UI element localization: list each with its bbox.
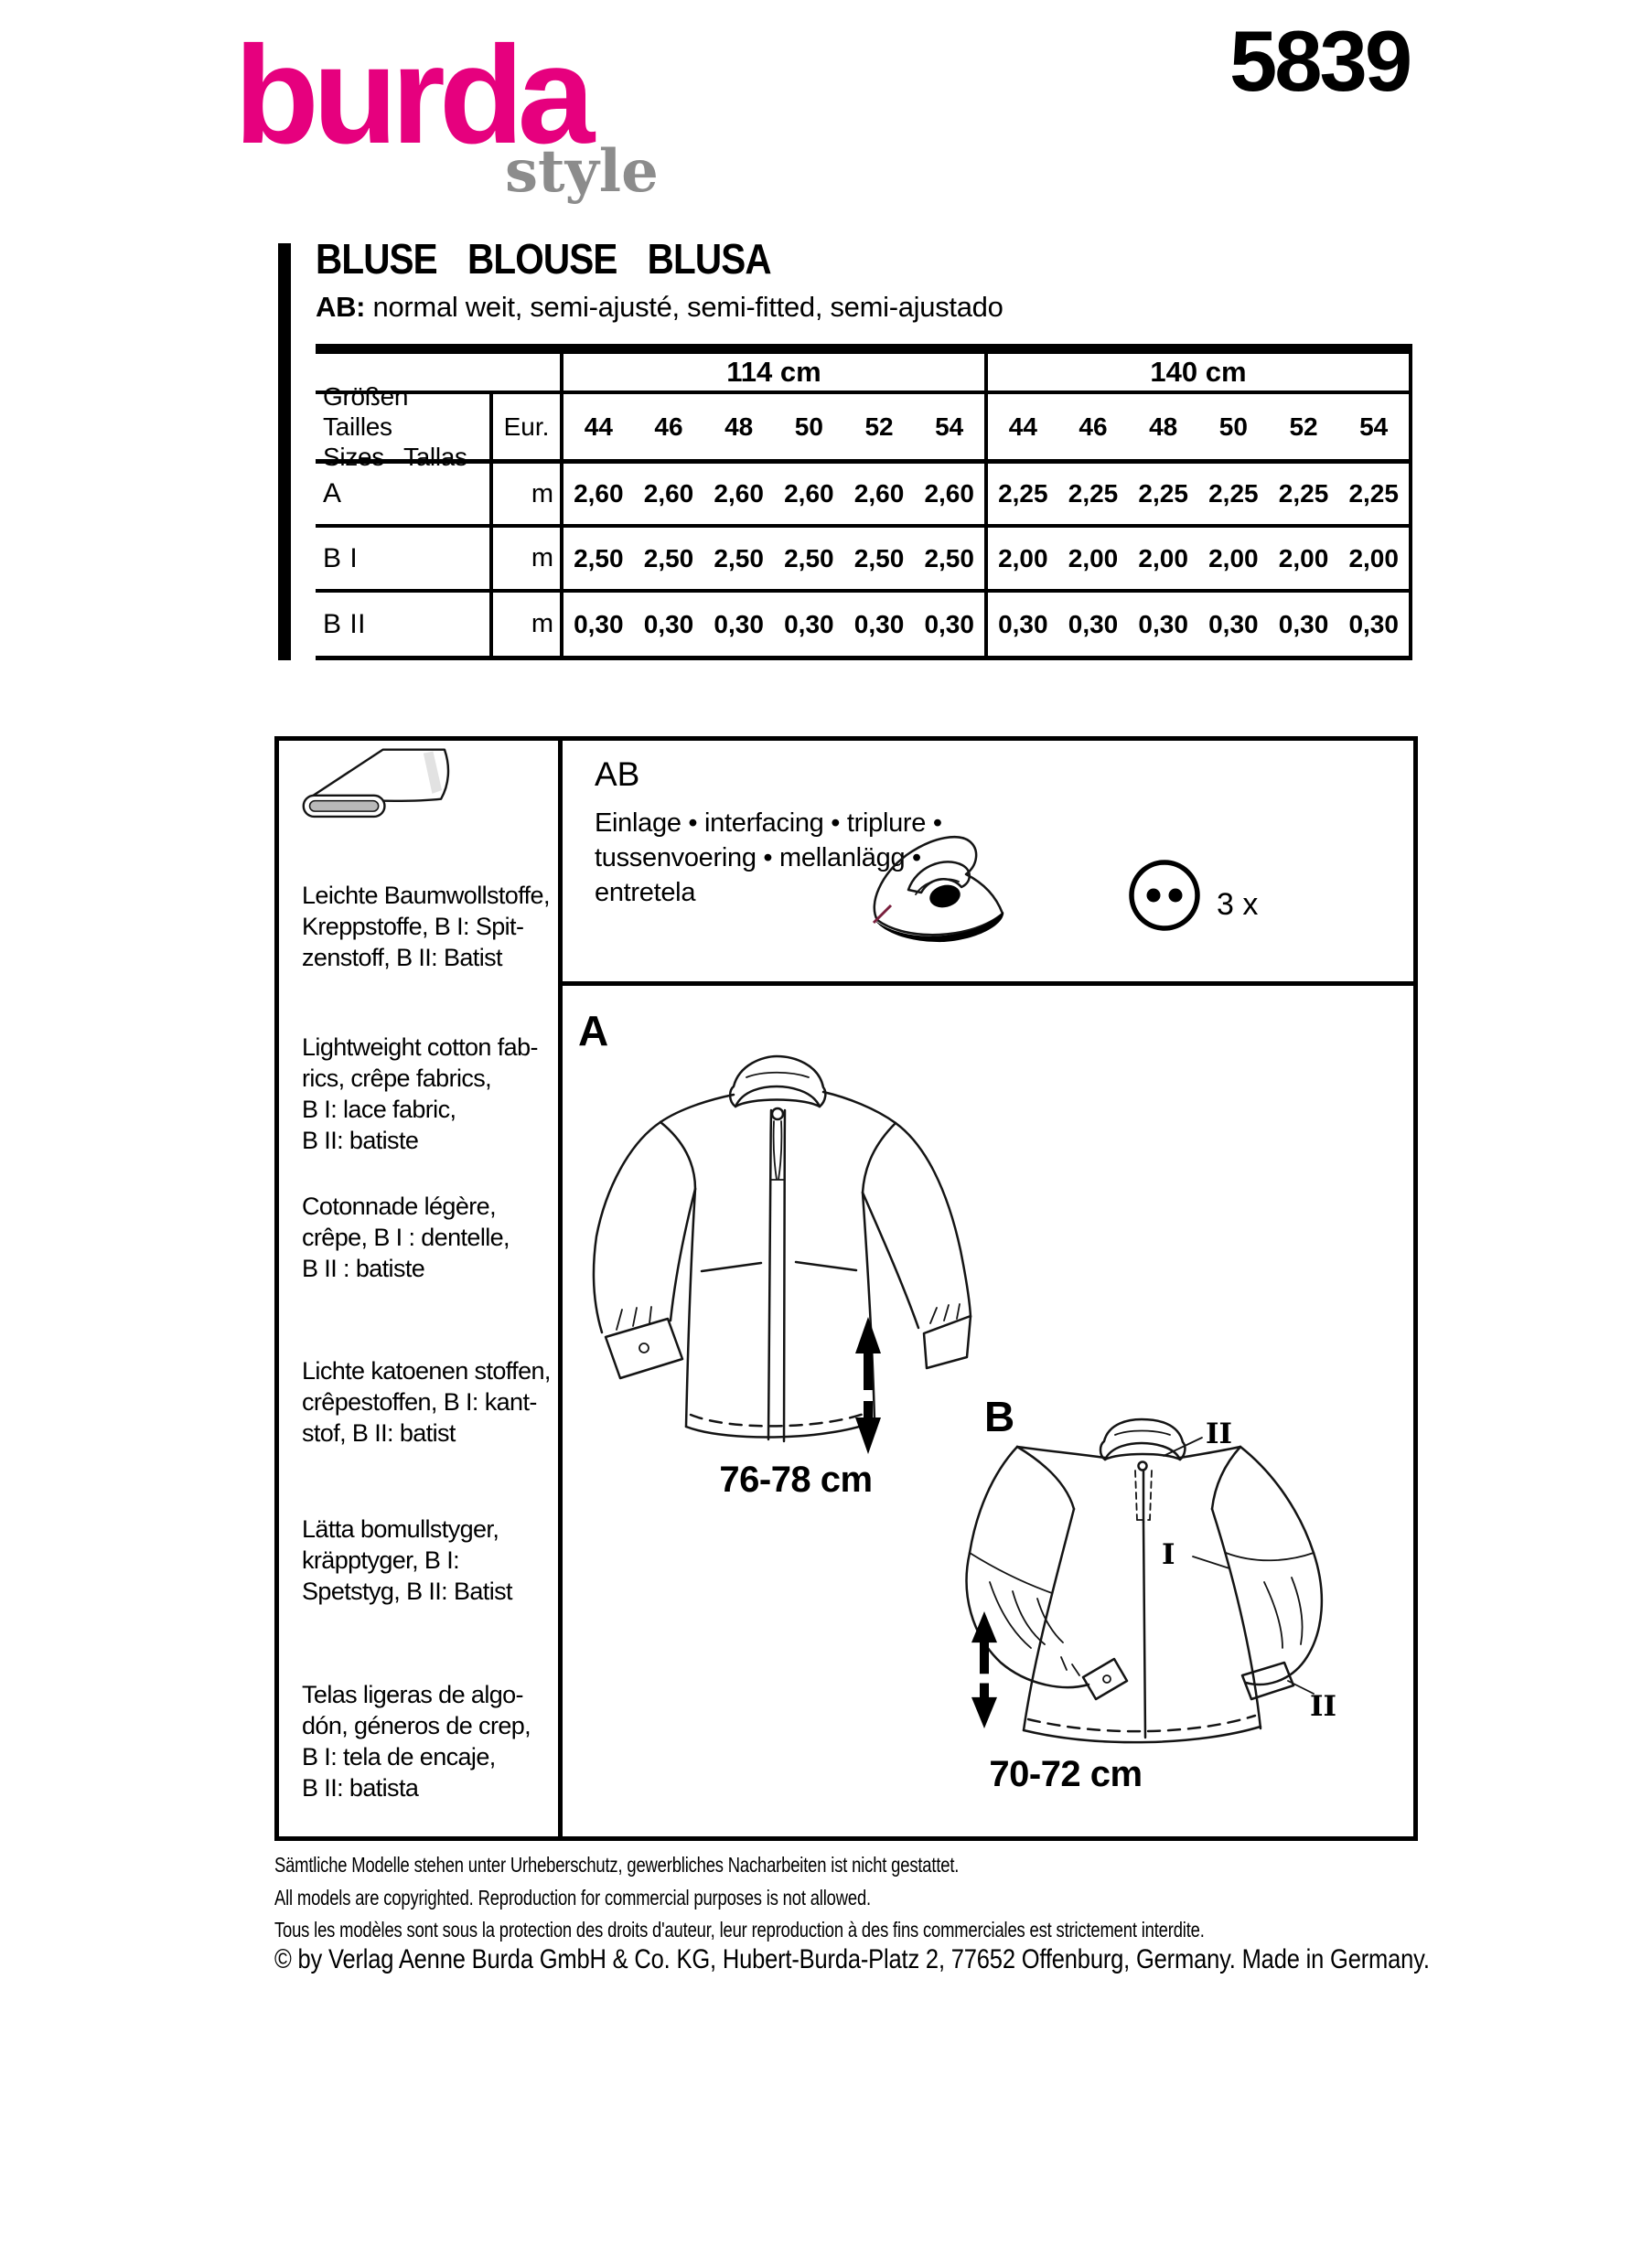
view-a-length: 76-78 cm (719, 1460, 873, 1500)
unit-header: Eur. (489, 394, 560, 459)
view-b-collar-part-label: II (1206, 1418, 1233, 1450)
view-a-label: A (578, 1007, 609, 1054)
view-row-label: B II (323, 608, 367, 639)
double-arrow-icon (853, 1317, 883, 1454)
fabric-text-de: Leichte Baumwollstoffe, Kreppstoffe, B I: Spit- zenstoff, B II: Batist (302, 882, 550, 971)
view-b-label: B (984, 1393, 1015, 1440)
table-row: A m 2,60 2,60 2,60 2,60 2,60 2,60 2,25 2,25 2,25 2,25 2,25 2,25 (316, 464, 1412, 528)
blouse-b-drawing (935, 1418, 1372, 1758)
view-b-body-part-label: I (1162, 1538, 1175, 1571)
table-row: B II m 0,30 0,30 0,30 0,30 0,30 0,30 0,30 0,30 0,30 0,30 0,30 0,30 (316, 593, 1412, 660)
fabric-width-114: 114 cm (560, 354, 984, 390)
fabric-text-nl: Lichte katoenen stoffen, crêpestoffen, B I: kant- stof, B II: batist (302, 1357, 551, 1447)
fit-views-label: AB: (316, 291, 366, 323)
title-rule-bar (278, 243, 291, 660)
fabric-width-140: 140 cm (984, 354, 1412, 390)
copyright-line-en: All models are copyrighted. Reproduction for commercial purposes is not allowed. (274, 1886, 871, 1910)
burda-style-logo: style (505, 137, 659, 206)
pattern-number: 5839 (1229, 13, 1411, 109)
view-row-label: B I (323, 542, 359, 573)
fabric-text-en: Lightweight cotton fab- rics, crêpe fabrics, B I: lace fabric, B II: batiste (302, 1033, 538, 1154)
sizes-header-label: Größen Tailles Sizes Tallas (323, 382, 467, 471)
unit-cell: m (489, 464, 560, 524)
fit-description (316, 291, 1003, 324)
table-row: B I m 2,50 2,50 2,50 2,50 2,50 2,50 2,00 2,00 2,00 2,00 2,00 2,00 (316, 528, 1412, 593)
table-top-bar (316, 344, 1412, 354)
iron-icon (864, 832, 1025, 953)
view-b-length: 70-72 cm (989, 1754, 1143, 1794)
instruction-box (274, 736, 1418, 1841)
fit-text: normal weit, semi-ajusté, semi-fitted, semi-ajustado (365, 291, 1003, 323)
view-b-cuff-part-label: II (1310, 1690, 1337, 1723)
yardage-table (316, 344, 1412, 660)
view-row-label: A (323, 478, 342, 508)
sizes-header-row (316, 382, 1412, 471)
blouse-a-drawing (560, 1044, 976, 1465)
double-arrow-icon (970, 1611, 999, 1728)
notions-views-label: AB (595, 755, 640, 793)
unit-cell: m (489, 593, 560, 656)
burda-logo: burda (234, 17, 589, 173)
fabric-text-fr: Cotonnade légère, crêpe, B I : dentelle, B II : batiste (302, 1193, 510, 1282)
size-columns-140: 44 46 48 50 52 54 (984, 394, 1412, 459)
publisher-copyright: © by Verlag Aenne Burda GmbH & Co. KG, Hubert-Burda-Platz 2, 77652 Offenburg, Germany. Made in Germany. (274, 1944, 1430, 1974)
button-icon (1125, 856, 1204, 935)
fabric-bolt-icon (294, 743, 472, 840)
page-title: BLUSE BLOUSE BLUSA (316, 235, 771, 283)
copyright-line-fr: Tous les modèles sont sous la protection des droits d'auteur, leur reproduction à des fins commerciales est strictement interdite. (274, 1918, 1205, 1942)
size-columns-114: 44 46 48 50 52 54 (560, 394, 984, 459)
fabric-text-sv: Lätta bomullstyger, kräpptyger, B I: Spetstyg, B II: Batist (302, 1515, 512, 1605)
fabric-text-es: Telas ligeras de algo- dón, géneros de crep, B I: tela de encaje, B II: batista (302, 1681, 531, 1802)
unit-cell: m (489, 528, 560, 589)
section-divider (563, 981, 1413, 986)
interfacing-line: tussenvoering • mellanlägg • (595, 843, 921, 872)
interfacing-line: Einlage • interfacing • triplure • (595, 808, 942, 838)
interfacing-line: entretela (595, 878, 696, 907)
button-count: 3 x (1217, 887, 1259, 922)
copyright-line-de: Sämtliche Modelle stehen unter Urheberschutz, gewerbliches Nacharbeiten ist nicht gestattet. (274, 1853, 960, 1877)
